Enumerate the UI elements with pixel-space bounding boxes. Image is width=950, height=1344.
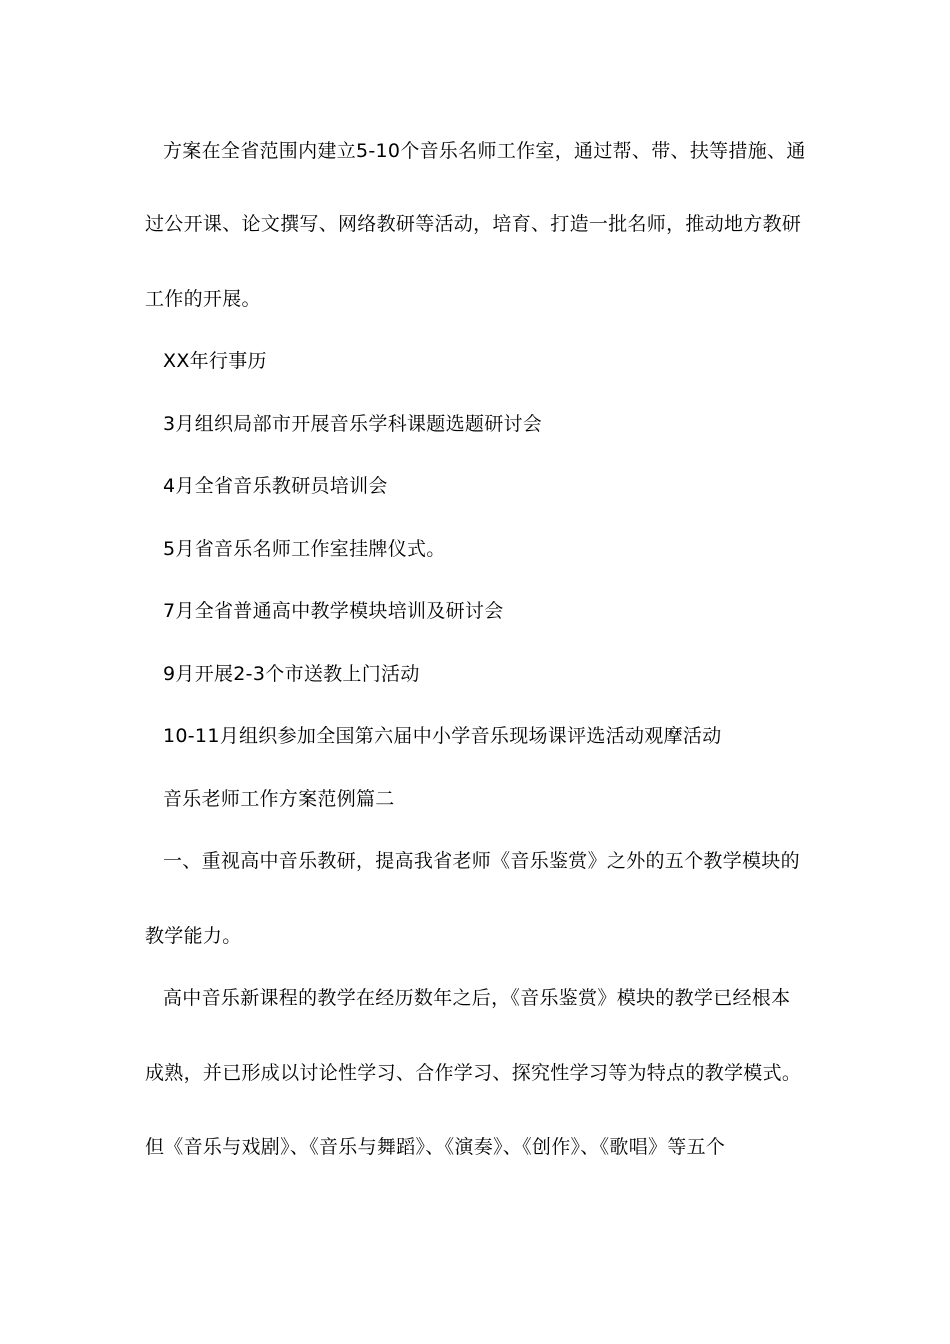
paragraph-line: 过公开课、论文撰写、网络教研等活动，培育、打造一批名师，推动地方教研 — [145, 213, 802, 235]
calendar-item-may: 5月省音乐名师工作室挂牌仪式。 — [163, 538, 446, 560]
paragraph-line: 方案在全省范围内建立5-10个音乐名师工作室，通过帮、带、扶等措施、通 — [163, 140, 806, 162]
calendar-item-april: 4月全省音乐教研员培训会 — [163, 475, 388, 497]
paragraph-line: 成熟，并已形成以讨论性学习、合作学习、探究性学习等为特点的教学模式。 — [145, 1062, 802, 1084]
paragraph-line: 高中音乐新课程的教学在经历数年之后，《音乐鉴赏》模块的教学已经根本 — [163, 987, 791, 1009]
calendar-item-march: 3月组织局部市开展音乐学科课题选题研讨会 — [163, 413, 543, 435]
calendar-item-october-november: 10-11月组织参加全国第六届中小学音乐现场课评选活动观摩活动 — [163, 725, 722, 747]
paragraph-line: 工作的开展。 — [145, 288, 261, 310]
calendar-heading: XX年行事历 — [163, 350, 267, 372]
calendar-item-july: 7月全省普通高中教学模块培训及研讨会 — [163, 600, 504, 622]
section-heading: 一、重视高中音乐教研，提高我省老师《音乐鉴赏》之外的五个教学模块的 — [163, 850, 800, 872]
section-heading-continued: 教学能力。 — [145, 925, 242, 947]
section-title: 音乐老师工作方案范例篇二 — [163, 788, 395, 810]
calendar-item-september: 9月开展2-3个市送教上门活动 — [163, 663, 420, 685]
paragraph-line: 但《音乐与戏剧》、《音乐与舞蹈》、《演奏》、《创作》、《歌唱》等五个 — [145, 1136, 726, 1158]
